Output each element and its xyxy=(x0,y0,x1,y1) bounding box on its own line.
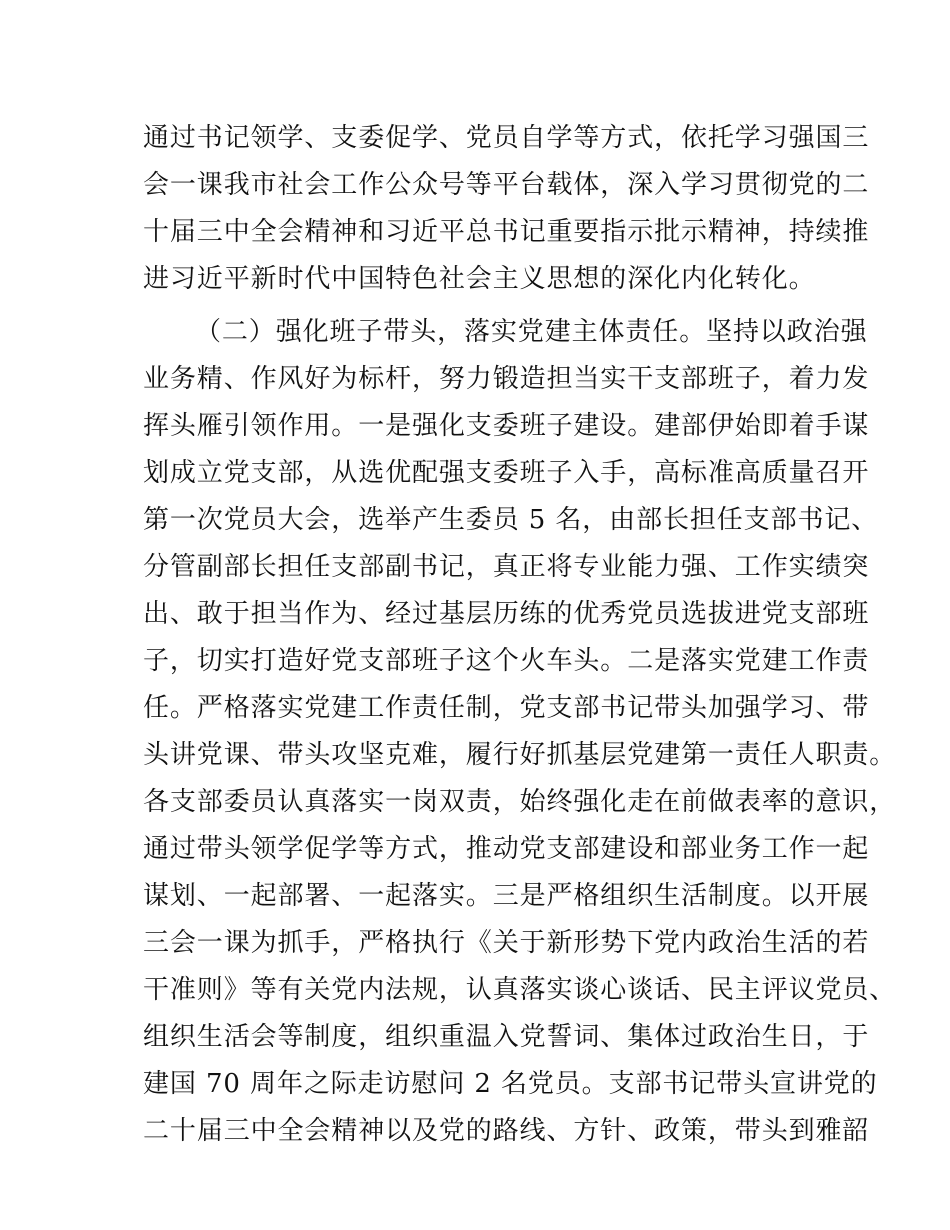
paragraph-line: 各支部委员认真落实一岗双责，始终强化走在前做表率的意识， xyxy=(143,787,897,817)
paragraph-line: 子，切实打造好党支部班子这个火车头。二是落实党建工作责 xyxy=(143,646,870,676)
paragraph-line: 干准则》等有关党内法规，认真落实谈心谈话、民主评议党员、 xyxy=(143,975,897,1005)
paragraph-line: 第一次党员大会，选举产生委员 5 名，由部长担任支部书记、 xyxy=(143,505,879,535)
paragraph-line: 通过书记领学、支委促学、党员自学等方式，依托学习强国三 xyxy=(143,123,870,153)
paragraph-line: 三会一课为抓手，严格执行《关于新形势下党内政治生活的若 xyxy=(143,928,870,958)
section-heading-line: （二）强化班子带头，落实党建主体责任。坚持以政治强 xyxy=(195,317,868,347)
paragraph-line: 建国 70 周年之际走访慰问 2 名党员。支部书记带头宣讲党的 xyxy=(143,1069,878,1099)
paragraph-line: 进习近平新时代中国特色社会主义思想的深化内化转化。 xyxy=(143,264,816,294)
paragraph-line: 十届三中全会精神和习近平总书记重要指示批示精神，持续推 xyxy=(143,217,870,247)
paragraph-line: 头讲党课、带头攻坚克难，履行好抓基层党建第一责任人职责。 xyxy=(143,740,897,770)
paragraph-line: 会一课我市社会工作公众号等平台载体，深入学习贯彻党的二 xyxy=(143,170,870,200)
paragraph-line: 任。严格落实党建工作责任制，党支部书记带头加强学习、带 xyxy=(143,693,870,723)
paragraph-line: 出、敢于担当作为、经过基层历练的优秀党员选拔进党支部班 xyxy=(143,599,870,629)
paragraph-line: 组织生活会等制度，组织重温入党誓词、集体过政治生日，于 xyxy=(143,1022,870,1052)
body-text xyxy=(143,115,897,1155)
paragraph-line: 二十届三中全会精神以及党的路线、方针、政策，带头到雅韶 xyxy=(143,1116,870,1146)
paragraph-line: 分管副部长担任支部副书记，真正将专业能力强、工作实绩突 xyxy=(143,552,870,582)
paragraph-line: 谋划、一起部署、一起落实。三是严格组织生活制度。以开展 xyxy=(143,881,870,911)
paragraph-line: 通过带头领学促学等方式，推动党支部建设和部业务工作一起 xyxy=(143,834,870,864)
paragraph-line: 挥头雁引领作用。一是强化支委班子建设。建部伊始即着手谋 xyxy=(143,411,870,441)
paragraph-line: 划成立党支部，从选优配强支委班子入手，高标准高质量召开 xyxy=(143,458,870,488)
paragraph-line: 业务精、作风好为标杆，努力锻造担当实干支部班子，着力发 xyxy=(143,364,870,394)
